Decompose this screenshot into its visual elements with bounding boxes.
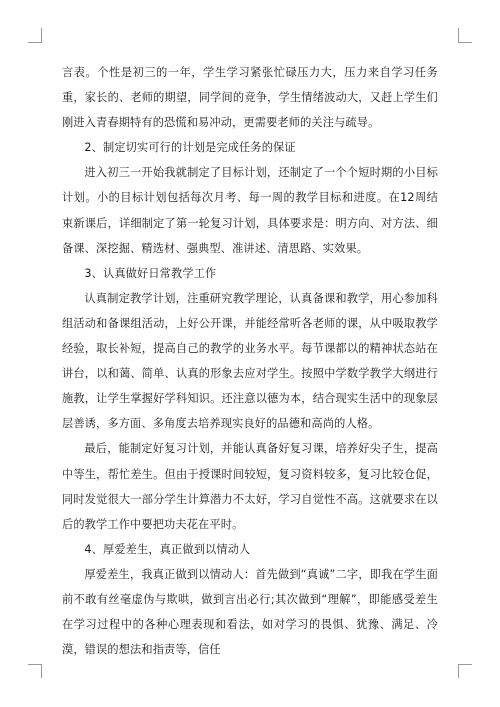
paragraph-teaching: 认真制定教学计划，注重研究教学理论，认真备课和教学，用心参加科组活动和备课组活动，上好公开课，并能经常听各老师的课，从中吸取教学经验，取长补短，提高自己的教学的业务水平。每节课都以的精神状态站在讲台，以和蔼、简单、认真的形象去应对学生。按照中学数学教学大纲进行施教，让学生掌握好学科知识。还注意以德为本，结合现实生活中的现象层层善诱，多方面、多角度去培养现实良好的品德和高尚的人格。 (62, 291, 438, 431)
document-body (62, 60, 438, 662)
crop-mark-bottom-right-h (458, 664, 472, 665)
paragraph-plan: 进入初三一开始我就制定了目标计划，还制定了一个个短时期的小目标计划。小的目标计划包括每次月考、每一周的教学目标和进度。在12周结束新课后，详细制定了第一轮复习计划，具体要求是：明方向、对方法、细备课、深挖掘、精选材、强典型、准讲述、清思路、实效果。 (62, 166, 438, 255)
crop-mark-bottom-right-v (458, 664, 459, 678)
crop-mark-top-left-h (28, 42, 42, 43)
paragraph-continuation: 言表。个性是初三的一年，学生学习紧张忙碌压力大，压力来自学习任务重，家长的、老师的期望，同学间的竞争，学生情绪波动大，又赶上学生们刚进入青春期特有的恐慌和易冲动，更需要老师的关注与疏导。 (62, 66, 438, 130)
crop-mark-top-right-h (458, 42, 472, 43)
crop-mark-bottom-left-h (28, 664, 42, 665)
crop-mark-top-right-v (458, 28, 459, 42)
paragraph-students: 厚爱差生，我真正做到以情动人：首先做到“真诚”二字，即我在学生面前不敢有丝毫虚伪与欺哄，做到言出必行;其次做到“理解”，即能感受差生在学习过程中的各种心理表现和看法，如对学习的畏惧、犹豫、满足、冷漠，错误的想法和指责等，信任 (62, 567, 438, 657)
paragraph-review: 最后，能制定好复习计划，并能认真备好复习课，培养好尖子生，提高中等生，帮忙差生。但由于授课时间较短，复习资料较多，复习比较仓促，同时发觉很大一部分学生计算潜力不太好，学习自觉性不高。这就要求在以后的教学工作中要把功夫花在平时。 (62, 442, 438, 531)
crop-mark-bottom-left-v (41, 664, 42, 678)
section-heading-2: 2、制定切实可行的计划是完成任务的保证 (84, 141, 296, 155)
section-heading-3: 3、认真做好日常教学工作 (84, 266, 217, 280)
section-heading-4: 4、厚爱差生，真正做到以情动人 (84, 542, 251, 556)
crop-mark-top-left-v (41, 28, 42, 42)
